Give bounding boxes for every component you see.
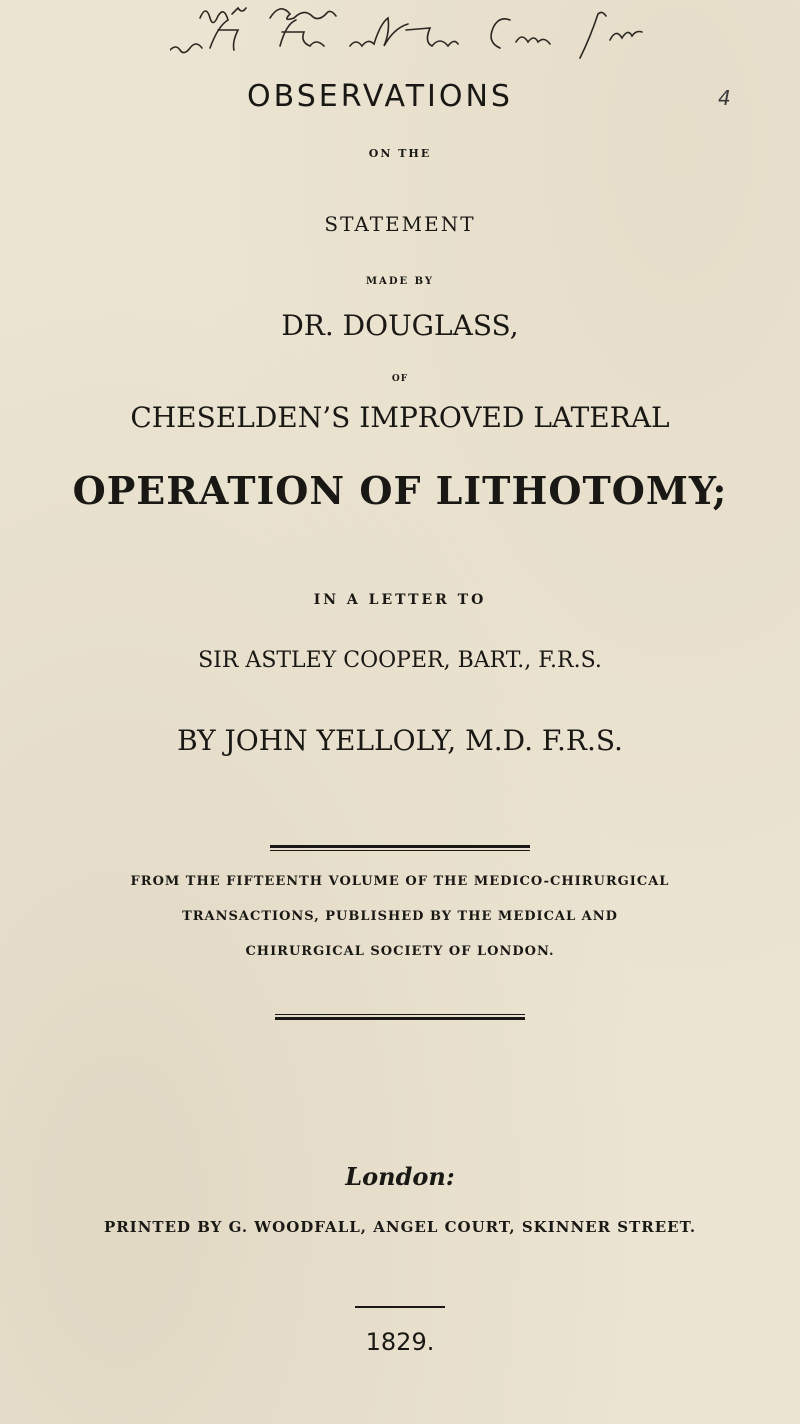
subject-line-2: OPERATION OF LITHOTOMY; [72, 468, 728, 513]
heading-doctor-name: DR. DOUGLASS, [281, 309, 519, 342]
text-in-a-letter-to: IN A LETTER TO [313, 592, 487, 608]
handwritten-inscription [170, 0, 770, 70]
divider-rule-thick [270, 845, 530, 848]
addressee-name: SIR ASTLEY COOPER, BART., F.R.S. [198, 648, 602, 673]
source-line-3: CHIRURGICAL SOCIETY OF LONDON. [245, 944, 555, 959]
divider-rule-thick-2 [275, 1017, 525, 1020]
handwritten-page-number: 4 [718, 86, 731, 110]
heading-statement: STATEMENT [324, 212, 476, 236]
source-line-1: FROM THE FIFTEENTH VOLUME OF THE MEDICO-CHIRURGICAL [130, 874, 670, 889]
divider-rule-short [355, 1306, 445, 1308]
heading-observations: OBSERVATIONS [247, 79, 513, 114]
author-line: BY JOHN YELLOLY, M.D. F.R.S. [177, 724, 623, 757]
subject-line-1: CHESELDEN’S IMPROVED LATERAL [130, 401, 670, 434]
divider-rule-thin-2 [275, 1014, 525, 1015]
text-on-the: ON THE [368, 147, 432, 160]
imprint-place: London: [345, 1162, 455, 1191]
divider-rule-thin [270, 850, 530, 851]
imprint-year: 1829. [365, 1328, 435, 1356]
text-made-by: MADE BY [365, 276, 435, 287]
imprint-printer: PRINTED BY G. WOODFALL, ANGEL COURT, SKINNER STREET. [103, 1218, 697, 1236]
source-line-2: TRANSACTIONS, PUBLISHED BY THE MEDICAL AND [182, 909, 618, 924]
text-of: OF [391, 374, 409, 384]
